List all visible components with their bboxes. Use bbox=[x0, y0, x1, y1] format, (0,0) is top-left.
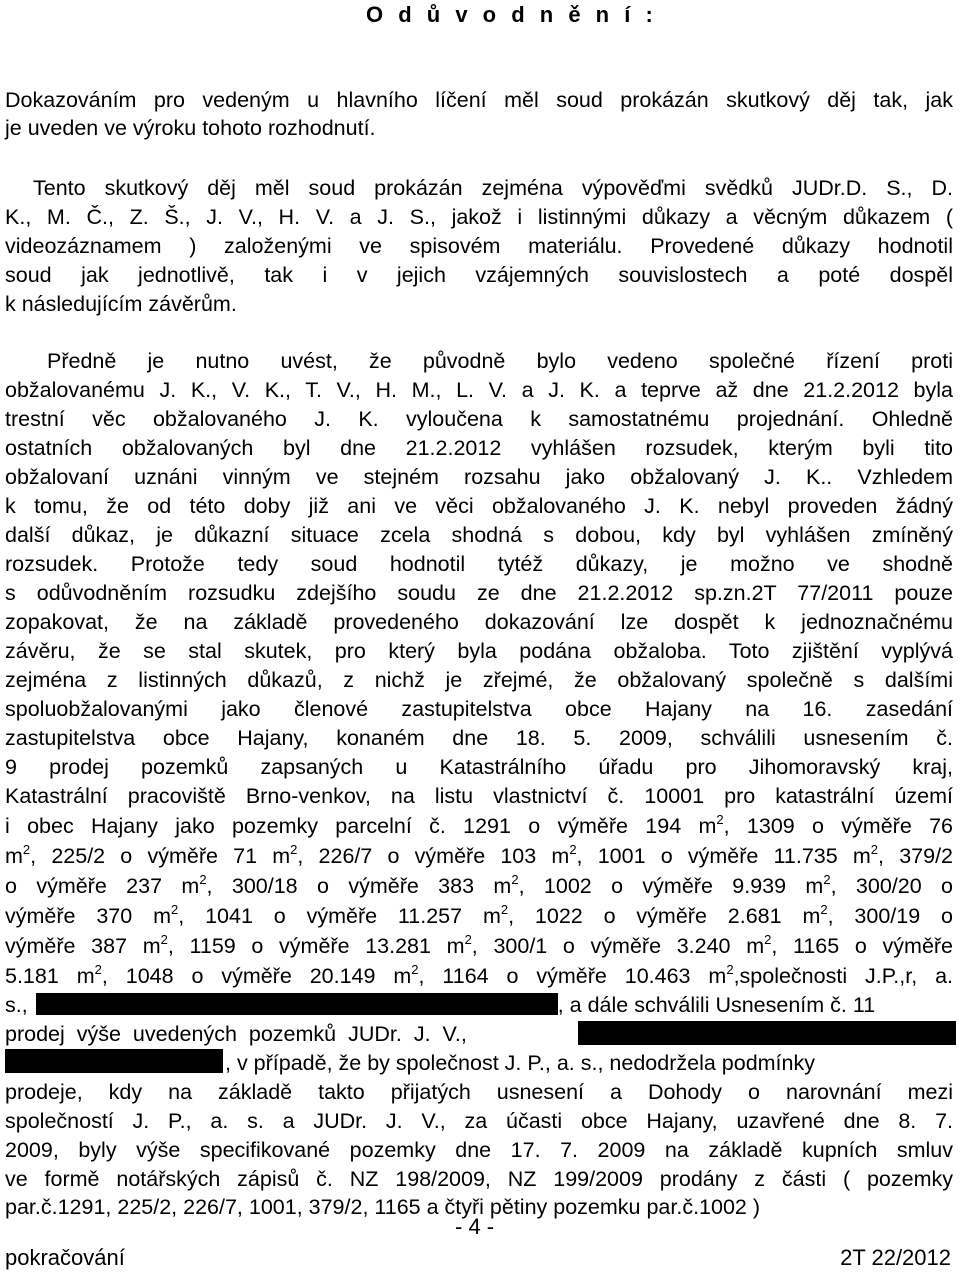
text-segment: s., bbox=[5, 993, 28, 1017]
text-line: obžalovaní uznáni vinným ve stejném rozsahu jako obžalovaný J. K.. Vzhledem bbox=[5, 465, 953, 489]
text-segment: , 1001 o výměře 11.735 m bbox=[576, 844, 871, 868]
text-line: videozáznamem ) založenými ve spisovém materiálu. Provedené důkazy hodnotil bbox=[5, 234, 953, 258]
superscript: 2 bbox=[823, 872, 831, 887]
text-segment: , 379/2 bbox=[878, 844, 953, 868]
redaction-bar bbox=[36, 993, 558, 1015]
text-segment: o výměře 237 m bbox=[5, 874, 200, 898]
text-line bbox=[5, 842, 953, 870]
text-line: s odůvodněním rozsudku zdejšího soudu ze dne 21.2.2012 sp.zn.2T 77/2011 pouze bbox=[5, 581, 953, 605]
superscript: 2 bbox=[171, 902, 179, 917]
text-segment: , 1159 o výměře 13.281 m bbox=[167, 934, 465, 958]
superscript: 2 bbox=[716, 812, 724, 827]
superscript: 2 bbox=[94, 962, 102, 977]
text-line: závěru, že se stal skutek, pro který byla podána obžaloba. Toto zjištění vyplývá bbox=[5, 639, 953, 663]
superscript: 2 bbox=[500, 902, 509, 917]
superscript: 2 bbox=[764, 932, 772, 947]
text-line: par.č.1291, 225/2, 226/7, 1001, 379/2, 1165 a čtyři pětiny pozemku par.č.1002 ) bbox=[5, 1195, 761, 1219]
text-segment: 5.181 m bbox=[5, 964, 95, 988]
text-line: k tomu, že od této doby již ani ve věci obžalovaného J. K. nebyl proveden žádný bbox=[5, 494, 953, 518]
text-line bbox=[5, 1049, 953, 1077]
superscript: 2 bbox=[290, 842, 298, 857]
redaction-bar bbox=[578, 1021, 956, 1045]
section-heading: O d ů v o d n ě n í : bbox=[366, 2, 658, 27]
text-segment: , 1048 o výměře 20.149 m bbox=[101, 964, 412, 988]
page-number: - 4 - bbox=[455, 1214, 495, 1239]
text-line: spoluobžalovanými jako členové zastupitelstva obce Hajany na 16. zasedání bbox=[5, 697, 953, 721]
text-line bbox=[5, 962, 953, 990]
footer-continuation: pokračování bbox=[5, 1245, 125, 1270]
text-segment: , 300/19 o bbox=[827, 904, 954, 928]
superscript: 2 bbox=[511, 872, 519, 887]
superscript: 2 bbox=[22, 842, 31, 857]
superscript: 2 bbox=[870, 842, 879, 857]
text-segment: , v případě, že by společnost J. P., a. s., nedodržela podmínky bbox=[225, 1051, 815, 1075]
superscript: 2 bbox=[569, 842, 577, 857]
text-line: Katastrální pracoviště Brno-venkov, na listu vlastnictví č. 10001 pro katastrální území bbox=[5, 784, 953, 808]
footer-case-number: 2T 22/2012 bbox=[840, 1245, 951, 1270]
text-line: je uveden ve výroku tohoto rozhodnutí. bbox=[5, 116, 376, 140]
text-segment: , a dále schválili Usnesením č. 11 bbox=[557, 993, 876, 1017]
superscript: 2 bbox=[820, 902, 828, 917]
superscript: 2 bbox=[726, 962, 734, 977]
superscript: 2 bbox=[411, 962, 419, 977]
text-segment: i obec Hajany jako pozemky parcelní č. 1291 o výměře 194 m bbox=[5, 814, 717, 838]
text-segment: ,společnosti J.P.,r, a. bbox=[733, 964, 954, 988]
text-segment: prodej výše uvedených pozemků JUDr. J. V., bbox=[5, 1022, 467, 1046]
text-line: Předně je nutno uvést, že původně bylo vedeno společné řízení proti bbox=[47, 349, 953, 373]
text-segment: , 300/1 o výměře 3.240 m bbox=[471, 934, 765, 958]
text-line: Dokazováním pro vedeným u hlavního líčení měl soud prokázán skutkový děj tak, jak bbox=[5, 88, 953, 112]
text-line: K., M. Č., Z. Š., J. V., H. V. a J. S., jakož i listinnými důkazy a věcným důkazem ( bbox=[5, 205, 953, 229]
text-segment: , 1002 o výměře 9.939 m bbox=[518, 874, 824, 898]
text-segment: , 1165 o výměře bbox=[771, 934, 954, 958]
superscript: 2 bbox=[199, 872, 207, 887]
text-line: soud jak jednotlivě, tak i v jejich vzájemných souvislostech a poté dospěl bbox=[5, 263, 953, 287]
superscript: 2 bbox=[464, 932, 472, 947]
text-segment: výměře 387 m bbox=[5, 934, 161, 958]
text-segment: , 300/18 o výměře 383 m bbox=[206, 874, 512, 898]
superscript: 2 bbox=[160, 932, 168, 947]
text-line: 9 prodej pozemků zapsaných u Katastrálního úřadu pro Jihomoravský kraj, bbox=[5, 755, 953, 779]
text-line: zastupitelstva obce Hajany, konaném dne 18. 5. 2009, schválili usnesením č. bbox=[5, 726, 953, 750]
text-segment: m bbox=[5, 844, 23, 868]
text-segment: , 1309 o výměře 76 bbox=[723, 814, 953, 838]
text-line bbox=[5, 812, 953, 840]
text-line bbox=[5, 991, 953, 1019]
text-line: ostatních obžalovaných byl dne 21.2.2012 vyhlášen rozsudek, kterým byli tito bbox=[5, 436, 953, 460]
text-line bbox=[5, 932, 953, 960]
text-line: zejména z listinných důkazů, z nichž je zřejmé, že obžalovaný společně s dalšími bbox=[5, 668, 953, 692]
text-line: další důkaz, je důkazní situace zcela shodná s dobou, kdy byl vyhlášen zmíněný bbox=[5, 523, 953, 547]
text-line: k následujícím závěrům. bbox=[5, 292, 237, 316]
text-line: 2009, byly výše specifikované pozemky dne 17. 7. 2009 na základě kupních smluv bbox=[5, 1138, 953, 1162]
redaction-bar bbox=[5, 1049, 223, 1073]
text-segment: , 1041 o výměře 11.257 m bbox=[178, 904, 501, 928]
text-segment: výměře 370 m bbox=[5, 904, 171, 928]
text-line: Tento skutkový děj měl soud prokázán zejména výpověďmi svědků JUDr.D. S., D. bbox=[33, 176, 953, 200]
text-line: společností J. P., a. s. a JUDr. J. V., za účasti obce Hajany, uzavřené dne 8. 7. bbox=[5, 1109, 953, 1133]
text-segment: , 1164 o výměře 10.463 m bbox=[418, 964, 727, 988]
text-line: trestní věc obžalovaného J. K. vyloučena k samostatnému projednání. Ohledně bbox=[5, 407, 953, 431]
text-line: prodeje, kdy na základě takto přijatých usnesení a Dohody o narovnání mezi bbox=[5, 1080, 953, 1104]
text-segment: , 1022 o výměře 2.681 m bbox=[508, 904, 821, 928]
text-segment: , 225/2 o výměře 71 m bbox=[30, 844, 291, 868]
text-line: rozsudek. Protože tedy soud hodnotil tytéž důkazy, je možno ve shodně bbox=[5, 552, 953, 576]
text-line: obžalovanému J. K., V. K., T. V., H. M., L. V. a J. K. a teprve až dne 21.2.2012 byla bbox=[5, 378, 953, 402]
text-line bbox=[5, 902, 953, 930]
text-line: ve formě notářských zápisů č. NZ 198/2009, NZ 199/2009 prodány z části ( pozemky bbox=[5, 1167, 953, 1191]
text-segment: , 300/20 o bbox=[830, 874, 953, 898]
text-line: zopakovat, že na základě provedeného dokazování lze dospět k jednoznačnému bbox=[5, 610, 953, 634]
text-segment: , 226/7 o výměře 103 m bbox=[297, 844, 570, 868]
text-line bbox=[5, 872, 953, 900]
